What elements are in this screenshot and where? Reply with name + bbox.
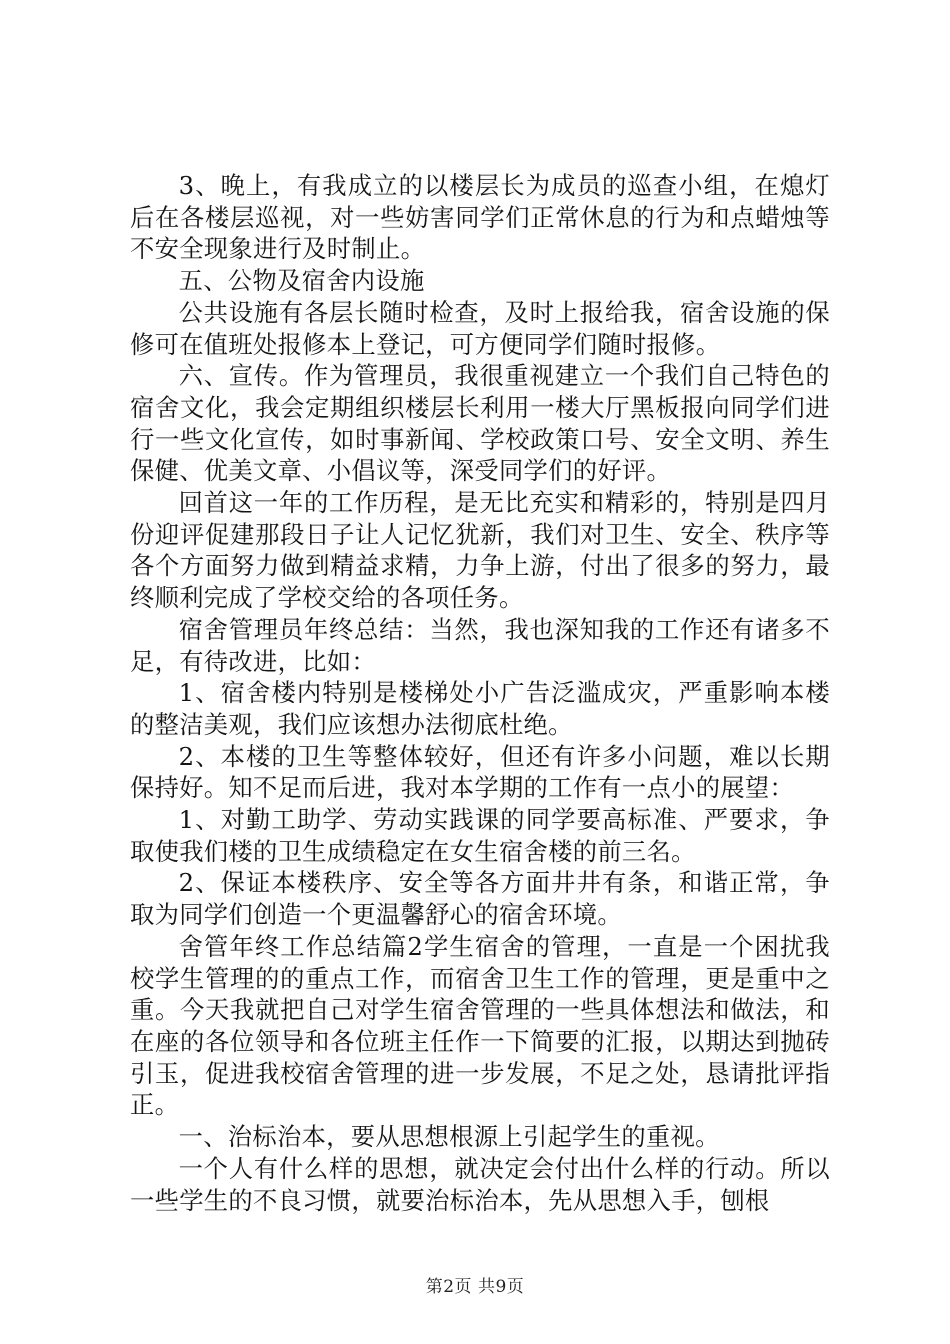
page-number-footer: 第2页 共9页 xyxy=(425,1277,525,1297)
paragraph-night-patrol: 3、晚上，有我成立的以楼层长为成员的巡查小组，在熄灯后在各楼层巡视，对一些妨害同学们正常休息的行为和点蜡烛等不安全现象进行及时制止。 xyxy=(130,171,830,264)
heading-public-facilities: 五、公物及宿舍内设施 xyxy=(178,266,425,296)
paragraph-summary-part-2: 舍管年终工作总结篇2学生宿舍的管理，一直是一个困扰我校学生管理的的重点工作，而宿舍卫生工作的管理，更是重中之重。今天我就把自己对学生宿舍管理的一些具体想法和做法，和在座的各位领导和各位班主任作一下简要的汇报，以期达到抛砖引玉，促进我校宿舍管理的进一步发展，不足之处，恳请批评指正。 xyxy=(130,931,830,1120)
paragraph-facility-repair: 公共设施有各层长随时检查，及时上报给我，宿舍设施的保修可在值班处报修本上登记，可方便同学们随时报修。 xyxy=(130,297,830,359)
paragraph-year-review: 回首这一年的工作历程，是无比充实和精彩的，特别是四月份迎评促建那段日子让人记忆犹新，我们对卫生、安全、秩序等各个方面努力做到精益求精，力争上游，付出了很多的努力，最终顺利完成了学校交给的各项任务。 xyxy=(130,488,830,613)
paragraph-shortcoming-1: 1、宿舍楼内特别是楼梯处小广告泛滥成灾，严重影响本楼的整洁美观，我们应该想办法彻底杜绝。 xyxy=(130,678,830,739)
paragraph-thought-action: 一个人有什么样的思想，就决定会付出什么样的行动。所以一些学生的不良习惯，就要治标治本，先从思想入手，刨根 xyxy=(130,1153,830,1215)
document-body xyxy=(130,170,830,1216)
paragraph-shortcoming-2: 2、本楼的卫生等整体较好，但还有许多小问题，难以长期保持好。知不足而后进，我对本学期的工作有一点小的展望： xyxy=(130,741,830,803)
paragraph-shortcomings: 宿舍管理员年终总结：当然，我也深知我的工作还有诸多不足，有待改进，比如： xyxy=(130,614,830,676)
paragraph-outlook-2: 2、保证本楼秩序、安全等各方面井井有条，和谐正常，争取为同学们创造一个更温馨舒心的宿舍环境。 xyxy=(130,868,830,930)
paragraph-outlook-1: 1、对勤工助学、劳动实践课的同学要高标准、严要求，争取使我们楼的卫生成绩稳定在女生宿舍楼的前三名。 xyxy=(130,805,830,866)
paragraph-publicity: 六、宣传。作为管理员，我很重视建立一个我们自己特色的宿舍文化，我会定期组织楼层长利用一楼大厅黑板报向同学们进行一些文化宣传，如时事新闻、学校政策口号、安全文明、养生保健、优美文章、小倡议等，深受同学们的好评。 xyxy=(130,361,830,486)
heading-root-cause: 一、治标治本，要从思想根源上引起学生的重视。 xyxy=(178,1122,720,1152)
